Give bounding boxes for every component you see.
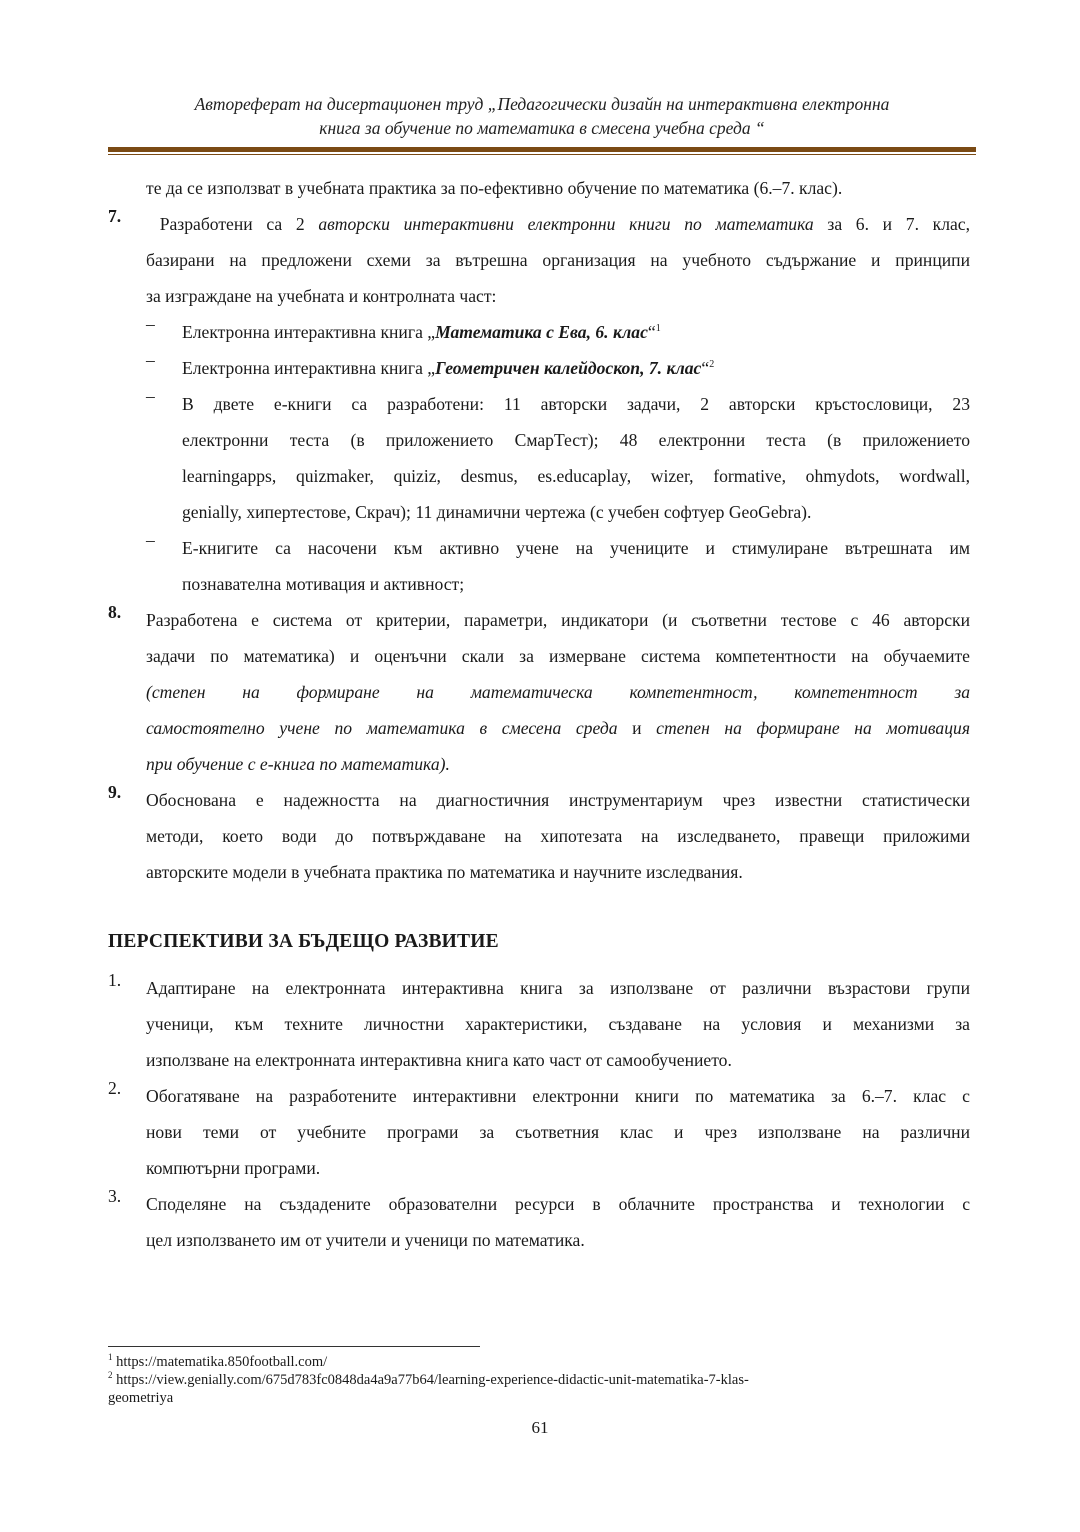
list-item-7 xyxy=(108,206,970,314)
bullet-item xyxy=(108,386,970,530)
page-number: 61 xyxy=(531,1418,549,1437)
footnotes xyxy=(108,1353,968,1407)
paragraph-line: при обучение с е-книга по математика). xyxy=(146,754,450,774)
footnote-separator xyxy=(108,1346,480,1347)
paragraph-line: методи, което води до потвърждаване на хипотезата на изследването, правещи приложими xyxy=(146,826,970,846)
paragraph-line: ученици, към техните личностни характеристики, създаване на условия и механизми за xyxy=(146,1014,970,1034)
paragraph-line: авторските модели в учебната практика по математика и научните изследвания. xyxy=(146,862,743,882)
bullet-text: genially, хипертестове, Скрач); 11 динамични чертежа (с учебен софтуер GeoGebra). xyxy=(182,502,812,522)
bullet-text: В двете е-книги са разработени: 11 авторски задачи, 2 авторски кръстословици, 23 xyxy=(182,394,970,414)
header-rule xyxy=(108,147,976,152)
perspective-item-2 xyxy=(108,1078,970,1186)
item-number: 7. xyxy=(108,206,122,226)
bullet-item xyxy=(108,314,970,350)
item-number: 3. xyxy=(108,1186,122,1206)
paragraph-line: Разработени са 2 авторски интерактивни електронни книги по математика за 6. и 7. клас, xyxy=(159,214,970,234)
paragraph-line: самостоятелно учене по математика в смесена среда и степен на формиране на мотивация xyxy=(146,718,970,738)
paragraph-line: базирани на предложени схеми за вътрешна организация на учебното съдържание и принципи xyxy=(146,250,970,270)
list-item-9 xyxy=(108,782,970,890)
list-item-8 xyxy=(108,602,970,782)
footnote-1: $^1$ https://matematika.850football.com/ xyxy=(108,1352,328,1370)
header-rule-thin xyxy=(108,154,976,155)
dash-bullet: – xyxy=(146,530,155,550)
bullet-text: електронни теста (в приложението СмарТест); 48 електронни теста (в приложението xyxy=(182,430,970,450)
footnote-ref: 1 xyxy=(655,323,661,335)
bullet-text: learningapps, quizmaker, quiziz, desmus, es.educaplay, wizer, formative, ohmydots, wordwall, xyxy=(182,466,970,486)
continued-line: те да се използват в учебната практика за по-ефективно обучение по математика (6.–7. клас). xyxy=(146,178,843,198)
footnote-ref: 2 xyxy=(709,359,715,371)
paragraph-line: задачи по математика) и оценъчни скали за измерване система компетентности на обучаемите xyxy=(146,646,970,666)
paragraph-line: компютърни програми. xyxy=(146,1158,321,1178)
paragraph-line: Разработена е система от критерии, параметри, индикатори (и съответни тестове с 46 авторски xyxy=(146,610,970,630)
paragraph-line: цел използването им от учители и ученици по математика. xyxy=(146,1230,585,1250)
perspective-item-1 xyxy=(108,970,970,1078)
paragraph-line: (степен на формиране на математическа компетентност, компетентност за xyxy=(146,682,970,702)
dash-bullet: – xyxy=(146,350,155,370)
item-number: 8. xyxy=(108,602,122,622)
paragraph-line: за изграждане на учебната и контролната част: xyxy=(146,286,497,306)
paragraph-line: Обоснована е надежността на диагностичния инструментариум чрез известни статистически xyxy=(146,790,970,810)
paragraph-line: Споделяне на създадените образователни ресурси в облачните пространства и технологии с xyxy=(146,1194,970,1214)
header-line-1: Автореферат на дисертационен труд „Педагогически дизайн на интерактивна електронна xyxy=(194,94,890,114)
footnote-link[interactable]: https://view.genially.com/675d783fc0848da4a9a77b64/learning-experience-didactic-unit-matematika-7-klas- xyxy=(116,1372,749,1388)
bullet-item xyxy=(108,530,970,602)
perspective-item-3 xyxy=(108,1186,970,1258)
footnote-2-cont: geometriya xyxy=(108,1390,174,1406)
page-body xyxy=(108,170,970,1258)
item-number: 1. xyxy=(108,970,122,990)
book-title: Геометричен калейдоскоп, 7. клас xyxy=(435,358,702,378)
bullet-text: познавателна мотивация и активност; xyxy=(182,574,465,594)
item-number: 2. xyxy=(108,1078,122,1098)
section-heading: ПЕРСПЕКТИВИ ЗА БЪДЕЩО РАЗВИТИЕ xyxy=(108,931,499,952)
header-line-2: книга за обучение по математика в смесена учебна среда “ xyxy=(319,118,765,138)
paragraph-line: нови теми от учебните програми за съответния клас и чрез използване на различни xyxy=(146,1122,970,1142)
dash-bullet: – xyxy=(146,314,155,334)
book-title: Математика с Ева, 6. клас xyxy=(435,322,648,342)
bullet-text: Електронна интерактивна книга „Геометричен калейдоскоп, 7. клас“$^2$ xyxy=(182,358,715,378)
bullet-item xyxy=(108,350,970,386)
paragraph-line: използване на електронната интерактивна книга като част от самообучението. xyxy=(146,1050,732,1070)
running-header xyxy=(108,92,976,140)
item-number: 9. xyxy=(108,782,122,802)
footnote-link[interactable]: https://matematika.850football.com/ xyxy=(116,1354,328,1370)
paragraph-line: Обогатяване на разработените интерактивни електронни книги по математика за 6.–7. клас с xyxy=(146,1086,970,1106)
footnote-2: $^2$ https://view.genially.com/675d783fc0848da4a9a77b64/learning-experience-didactic-unit-matematika-7-klas- xyxy=(108,1370,749,1388)
dash-bullet: – xyxy=(146,386,155,406)
bullet-text: Електронна интерактивна книга „Математика с Ева, 6. клас“$^1$ xyxy=(182,322,661,342)
paragraph-line: Адаптиране на електронната интерактивна книга за използване от различни възрастови групи xyxy=(146,978,970,998)
bullet-text: Е-книгите са насочени към активно учене на учениците и стимулиране вътрешната им xyxy=(182,538,970,558)
